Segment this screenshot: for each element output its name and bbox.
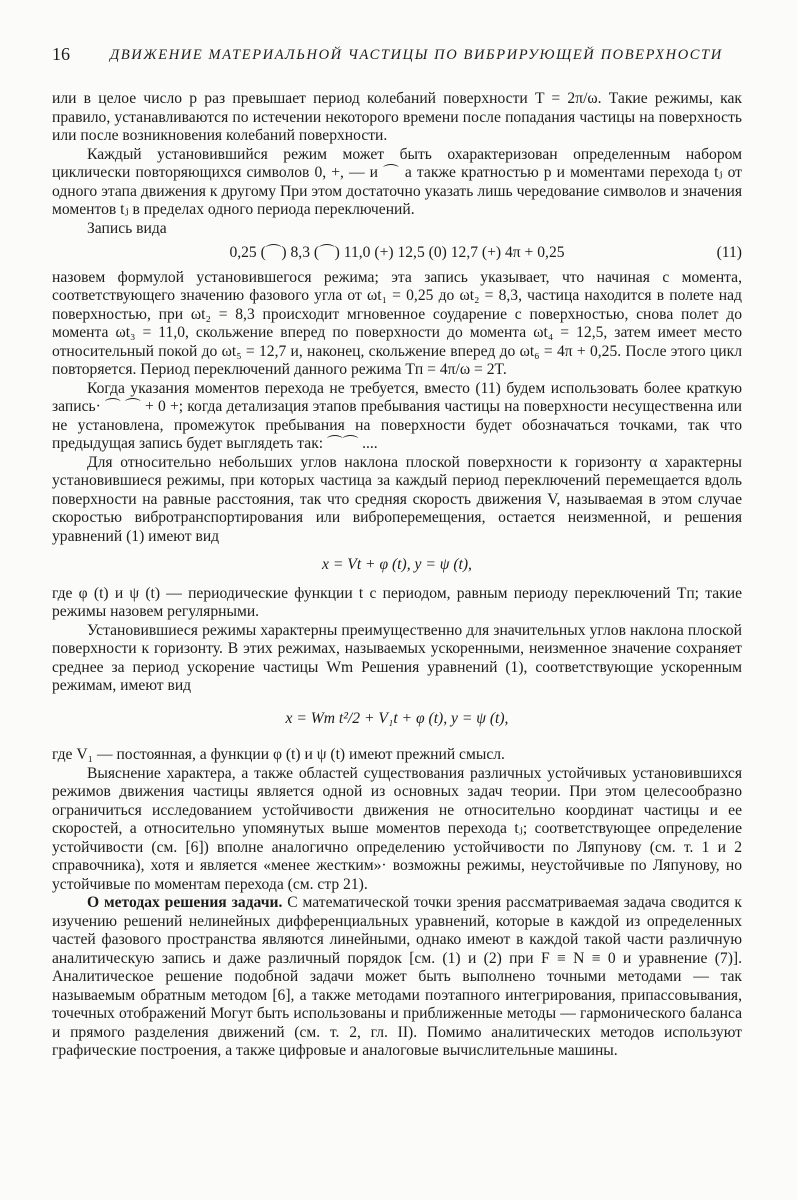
formula-11-text: 0,25 (⌒) 8,3 (⌒) 11,0 (+) 12,5 (0) 12,7 (+) 4π + 0,25 xyxy=(229,244,565,261)
body-text xyxy=(52,90,742,1061)
page-number: 16 xyxy=(52,44,70,64)
paragraph-constant-v1: где V₁ — постоянная, а функции φ (t) и ψ (t) имеют прежний смысл. xyxy=(52,746,505,763)
paragraph-methods xyxy=(52,894,742,1061)
paragraph-formula-explanation: назовем формулой установившегося режима; эта запись указывает, что начиная с момента, соответствующего значению фазового угла от ωt₁ = 0,25 до ωt₂ = 8,3, частица находится в полете над поверхностью, при ωt₂ = 8,3 происходит мгновенное соударение с поверхностью, снова полет до момента ωt₃ = 11,0, скольжение вперед по поверхности до момента ωt₄ = 12,5, затем имеет место относительный покой до ωt₅ = 12,7 и, наконец, скольжение вперед до ωt₆ = 4π + 0,25. После этого цикл повторяется. Период переключений данного режима Tп = 4π/ω = 2T. xyxy=(52,268,742,378)
paragraph-regular-regimes: Для относительно небольших углов наклона плоской поверхности к горизонту α характерны установившиеся режимы, при которых частица за каждый период переключений перемещается вдоль поверхности на равные расстояния, так что средняя скорость движения V, называемая в этом случае скоростью вибротранспортирования или виброперемещения, остается неизменной, и решения уравнений (1) имеют вид xyxy=(52,453,742,545)
running-title: ДВИЖЕНИЕ МАТЕРИАЛЬНОЙ ЧАСТИЦЫ ПО ВИБРИРУЮЩЕЙ ПОВЕРХНОСТИ xyxy=(110,47,723,63)
paragraph-short-record: Когда указания моментов перехода не требуется, вместо (11) будем использовать более краткую запись· ⌒ ⌒ + 0 +; когда детализация этапов пребывания частицы на поверхности несущественна или не установлена, промежуток пребывания на поверхности будет обозначаться точками, так что предыдущая запись будет выглядеть так: ⌒⌒ .... xyxy=(52,379,742,452)
paragraph-record-form: Запись вида xyxy=(87,219,167,237)
formula-11-number: (11) xyxy=(716,244,742,261)
formula-11 xyxy=(52,244,742,263)
paragraph-regime-symbols: Каждый установившийся режим может быть охарактеризован определенным набором циклически повторяющихся символов 0, +, — и ⌒ а также кратностью p и моментами перехода tⱼ от одного этапа движения к другому При этом достаточно указать лишь чередование символов и значения моментов tⱼ в пределах одного периода переключений. xyxy=(52,145,742,218)
formula-regular-solution-text: x = Vt + φ (t), y = ψ (t), xyxy=(322,556,472,573)
formula-accelerated-solution-text: x = Wm t²/2 + V₁t + φ (t), y = ψ (t), xyxy=(285,709,509,727)
section-heading-methods: О методах решения задачи. xyxy=(87,894,283,911)
paragraph-continuation: или в целое число p раз превышает период колебаний поверхности T = 2π/ω. Такие режимы, как правило, устанавливаются по истечении некоторого времени после попадания частицы на поверхность или после возникновения колебаний поверхности. xyxy=(52,90,742,144)
paragraph-stability: Выяснение характера, а также областей существования различных устойчивых установившихся режимов движения частицы является одной из основных задач теории. При этом целесообразно ограничиться исследованием устойчивости движения не относительно координат частицы и ее скоростей, а относительно упомянутых выше моментов перехода tⱼ; соответствующее определение устойчивости (см. [6]) вполне аналогично определению устойчивости по Ляпунову (см. т. 1 и 2 справочника), хотя и является «менее жестким»· возможны режимы, неустойчивые по Ляпунову, но устойчивые по моментам перехода (см. стр 21). xyxy=(52,764,742,893)
page-header xyxy=(52,44,752,72)
paragraph-methods-text: С математической точки зрения рассматриваемая задача сводится к изучению решений нелинейных дифференциальных уравнений, которые в каждой из определенных частей фазового пространства являются линейными, однако имеют в каждой такой части различную аналитическую запись и даже различный порядок [см. (1) и (2) при F ≡ N ≡ 0 и уравнение (7)]. Аналитическое решение подобной задачи может быть выполнено точными методами — так называемым обратным методом [6], а также методами поэтапного интегрирования, припассовывания, точечных отображений Могут быть использованы и приближенные методы — гармонического баланса и прямого разделения движений (см. т. 2, гл. II). Помимо аналитических методов используют графические построения, а также цифровые и аналоговые вычислительные машины. xyxy=(52,894,742,1059)
paragraph-periodic-functions: где φ (t) и ψ (t) — периодические функции t с периодом, равным периоду переключений Tп; такие режимы назовем регулярными. xyxy=(52,584,742,620)
formula-regular-solution xyxy=(52,556,742,575)
formula-accelerated-solution xyxy=(52,710,742,729)
paragraph-accelerated-regimes: Установившиеся режимы характерны преимущественно для значительных углов наклона плоской поверхности к горизонту. В этих режимах, называемых ускоренными, неизменное значение сохраняет среднее за период ускорение частицы Wm Решения уравнений (1), соответствующие ускоренным режимам, имеют вид xyxy=(52,621,742,694)
